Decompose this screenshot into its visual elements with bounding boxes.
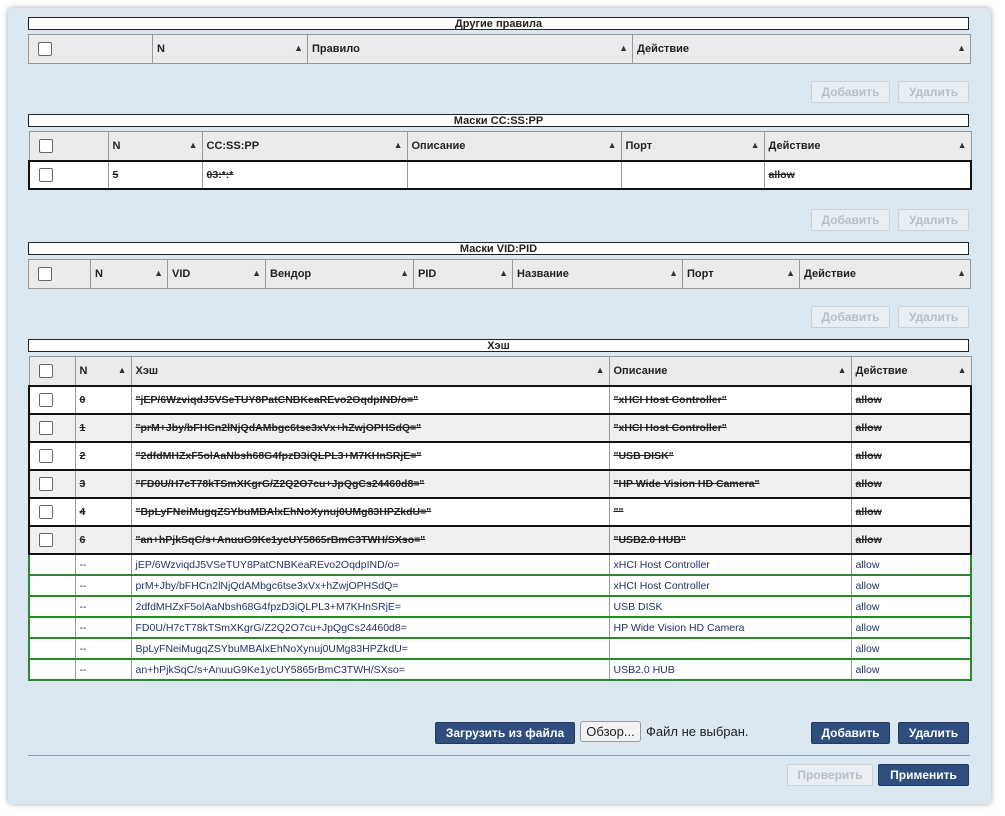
other-rules-table bbox=[28, 34, 971, 64]
checkbox[interactable] bbox=[38, 42, 52, 56]
cell-hash: an+hPjkSqC/s+AnuuG9Ke1ycUY5865rBmC3TWH/SXso= bbox=[131, 659, 609, 680]
cell-n: 4 bbox=[75, 498, 131, 526]
hash-add-button[interactable]: Добавить bbox=[811, 722, 890, 744]
ccsspp-delete-button[interactable]: Удалить bbox=[898, 209, 969, 231]
cell-n: -- bbox=[75, 617, 131, 638]
vidpid-table bbox=[28, 259, 971, 289]
empty-cell bbox=[29, 596, 75, 617]
select-all-checkbox[interactable] bbox=[29, 132, 108, 162]
cell-action: allow bbox=[851, 414, 971, 442]
sort-icon: ▲︎ bbox=[117, 365, 127, 375]
cell-n: -- bbox=[75, 596, 131, 617]
cell-action: allow bbox=[851, 596, 971, 617]
vidpid-title: Маски VID:PID bbox=[28, 242, 969, 255]
cell-action: allow bbox=[851, 386, 971, 414]
cell-action: allow bbox=[851, 526, 971, 554]
column-header-description[interactable]: Описание ▲︎ bbox=[609, 357, 851, 387]
other-rules-delete-button[interactable]: Удалить bbox=[898, 81, 969, 103]
table-row[interactable] bbox=[29, 470, 971, 498]
column-header-n[interactable]: N ▲︎ bbox=[153, 35, 308, 64]
cell-action: allow bbox=[851, 638, 971, 659]
ccsspp-title: Маски CC:SS:PP bbox=[28, 114, 969, 127]
cell-port bbox=[621, 161, 764, 189]
column-header-port[interactable]: Порт ▲︎ bbox=[621, 132, 764, 162]
sort-icon: ▲︎ bbox=[786, 268, 795, 278]
cell-description: "HP Wide Vision HD Camera" bbox=[609, 470, 851, 498]
cell-description bbox=[609, 638, 851, 659]
cell-n: -- bbox=[75, 659, 131, 680]
cell-hash: FD0U/H7cT78kTSmXKgrG/Z2Q2O7cu+JpQgCs24460d8= bbox=[131, 617, 609, 638]
column-header-ccsspp[interactable]: CC:SS:PP ▲︎ bbox=[202, 132, 407, 162]
empty-cell bbox=[29, 638, 75, 659]
select-all-checkbox[interactable] bbox=[29, 35, 153, 64]
checkbox[interactable] bbox=[39, 139, 53, 153]
column-header-n[interactable]: N ▲︎ bbox=[91, 260, 168, 289]
row-checkbox-cell[interactable] bbox=[29, 470, 75, 498]
table-row[interactable] bbox=[29, 554, 971, 575]
cell-n: 3 bbox=[75, 470, 131, 498]
column-header-action[interactable]: Действие ▲︎ bbox=[800, 260, 971, 289]
cell-hash: "2dfdMHZxF5olAaNbsh68G4fpzD3iQLPL3+M7KHnSRjE=" bbox=[131, 442, 609, 470]
sort-icon: ▲︎ bbox=[294, 43, 303, 53]
sort-icon: ▲︎ bbox=[957, 43, 966, 53]
row-checkbox-cell[interactable] bbox=[29, 161, 108, 189]
hash-delete-button[interactable]: Удалить bbox=[898, 722, 969, 744]
cell-description: USB2.0 HUB bbox=[609, 659, 851, 680]
cell-action: allow bbox=[851, 659, 971, 680]
cell-description: USB DISK bbox=[609, 596, 851, 617]
cell-description: "USB2.0 HUB" bbox=[609, 526, 851, 554]
sort-icon: ▲︎ bbox=[499, 268, 508, 278]
cell-description: xHCI Host Controller bbox=[609, 575, 851, 596]
sort-icon: ▲︎ bbox=[595, 365, 605, 375]
column-header-pid[interactable]: PID ▲︎ bbox=[414, 260, 513, 289]
empty-cell bbox=[29, 617, 75, 638]
checkbox[interactable] bbox=[39, 364, 53, 378]
column-header-vid[interactable]: VID ▲︎ bbox=[168, 260, 266, 289]
checkbox[interactable] bbox=[39, 449, 53, 463]
ccsspp-add-button[interactable]: Добавить bbox=[811, 209, 890, 231]
checkbox[interactable] bbox=[39, 533, 53, 547]
cell-hash: "jEP/6WzviqdJ5VSeTUY8PatCNBKeaREvo2OqdpIND/o=" bbox=[131, 386, 609, 414]
check-button[interactable]: Проверить bbox=[787, 764, 873, 786]
table-row[interactable] bbox=[29, 596, 971, 617]
vidpid-add-button[interactable]: Добавить bbox=[811, 306, 890, 328]
sort-icon: ▲︎ bbox=[669, 268, 678, 278]
cell-description: "xHCI Host Controller" bbox=[609, 386, 851, 414]
column-header-n[interactable]: N ▲︎ bbox=[75, 357, 131, 387]
other-rules-add-button[interactable]: Добавить bbox=[811, 81, 890, 103]
cell-n: 1 bbox=[75, 414, 131, 442]
column-header-port[interactable]: Порт ▲︎ bbox=[683, 260, 800, 289]
cell-action: allow bbox=[851, 442, 971, 470]
sort-icon: ▲︎ bbox=[957, 268, 966, 278]
cell-description: "" bbox=[609, 498, 851, 526]
cell-action: allow bbox=[851, 554, 971, 575]
sort-icon: ▲︎ bbox=[837, 365, 847, 375]
cell-action: allow bbox=[851, 470, 971, 498]
table-row[interactable] bbox=[29, 161, 971, 189]
column-header-name[interactable]: Название ▲︎ bbox=[513, 260, 683, 289]
row-checkbox-cell[interactable] bbox=[29, 414, 75, 442]
cell-hash: "FD0U/H7cT78kTSmXKgrG/Z2Q2O7cu+JpQgCs24460d8=" bbox=[131, 470, 609, 498]
sort-icon: ▲︎ bbox=[957, 140, 967, 150]
cell-n: -- bbox=[75, 638, 131, 659]
table-row[interactable] bbox=[29, 575, 971, 596]
cell-n: 6 bbox=[75, 526, 131, 554]
cell-hash: "prM+Jby/bFHCn2lNjQdAMbgc6tse3xVx+hZwjOPHSdQ=" bbox=[131, 414, 609, 442]
cell-action: allow bbox=[764, 161, 971, 189]
cell-n: 0 bbox=[75, 386, 131, 414]
table-row[interactable] bbox=[29, 442, 971, 470]
cell-hash: "an+hPjkSqC/s+AnuuG9Ke1ycUY5865rBmC3TWH/SXso=" bbox=[131, 526, 609, 554]
sort-icon: ▲︎ bbox=[619, 43, 628, 53]
cell-action: allow bbox=[851, 617, 971, 638]
select-all-checkbox[interactable] bbox=[29, 260, 91, 289]
apply-button[interactable]: Применить bbox=[878, 764, 969, 786]
column-header-vendor[interactable]: Вендор ▲︎ bbox=[266, 260, 414, 289]
cell-hash: "BpLyFNeiMugqZSYbuMBAlxEhNoXynuj0UMg83HPZkdU=" bbox=[131, 498, 609, 526]
row-checkbox-cell[interactable] bbox=[29, 386, 75, 414]
cell-n: 2 bbox=[75, 442, 131, 470]
sort-icon: ▲︎ bbox=[252, 268, 261, 278]
browse-button[interactable]: Обзор... bbox=[580, 721, 641, 742]
row-checkbox-cell[interactable] bbox=[29, 442, 75, 470]
cell-description: "USB DISK" bbox=[609, 442, 851, 470]
table-row[interactable] bbox=[29, 498, 971, 526]
column-header-description[interactable]: Описание ▲︎ bbox=[407, 132, 621, 162]
row-checkbox-cell[interactable] bbox=[29, 498, 75, 526]
cell-n: 5 bbox=[108, 161, 202, 189]
column-header-rule[interactable]: Правило ▲︎ bbox=[308, 35, 633, 64]
footer-divider bbox=[28, 755, 970, 756]
checkbox[interactable] bbox=[39, 505, 53, 519]
load-from-file-button[interactable]: Загрузить из файла bbox=[435, 722, 575, 744]
checkbox[interactable] bbox=[39, 168, 53, 182]
cell-n: -- bbox=[75, 575, 131, 596]
cell-description bbox=[407, 161, 621, 189]
column-header-n[interactable]: N ▲︎ bbox=[108, 132, 202, 162]
checkbox[interactable] bbox=[39, 421, 53, 435]
cell-hash: 2dfdMHZxF5olAaNbsh68G4fpzD3iQLPL3+M7KHnSRjE= bbox=[131, 596, 609, 617]
sort-icon: ▲︎ bbox=[188, 140, 198, 150]
sort-icon: ▲︎ bbox=[154, 268, 163, 278]
select-all-checkbox[interactable] bbox=[29, 357, 75, 387]
table-row[interactable] bbox=[29, 638, 971, 659]
checkbox[interactable] bbox=[39, 393, 53, 407]
cell-description: xHCI Host Controller bbox=[609, 554, 851, 575]
column-header-action[interactable]: Действие ▲︎ bbox=[633, 35, 971, 64]
ccsspp-table bbox=[28, 131, 972, 190]
sort-icon: ▲︎ bbox=[750, 140, 760, 150]
empty-cell bbox=[29, 659, 75, 680]
empty-cell bbox=[29, 554, 75, 575]
sort-icon: ▲︎ bbox=[957, 365, 967, 375]
sort-icon: ▲︎ bbox=[607, 140, 617, 150]
column-header-action[interactable]: Действие ▲︎ bbox=[764, 132, 971, 162]
cell-hash: prM+Jby/bFHCn2lNjQdAMbgc6tse3xVx+hZwjOPHSdQ= bbox=[131, 575, 609, 596]
cell-mask: 03:*:* bbox=[202, 161, 407, 189]
cell-description: "xHCI Host Controller" bbox=[609, 414, 851, 442]
file-status-text: Файл не выбран. bbox=[646, 724, 749, 739]
table-row[interactable] bbox=[29, 617, 971, 638]
cell-action: allow bbox=[851, 498, 971, 526]
column-header-action[interactable]: Действие ▲︎ bbox=[851, 357, 971, 387]
table-row[interactable] bbox=[29, 414, 971, 442]
vidpid-delete-button[interactable]: Удалить bbox=[898, 306, 969, 328]
sort-icon: ▲︎ bbox=[393, 140, 403, 150]
cell-action: allow bbox=[851, 575, 971, 596]
cell-hash: BpLyFNeiMugqZSYbuMBAlxEhNoXynuj0UMg83HPZkdU= bbox=[131, 638, 609, 659]
cell-hash: jEP/6WzviqdJ5VSeTUY8PatCNBKeaREvo2OqdpIND/o= bbox=[131, 554, 609, 575]
table-row[interactable] bbox=[29, 659, 971, 680]
hash-title: Хэш bbox=[28, 339, 969, 352]
checkbox[interactable] bbox=[39, 477, 53, 491]
row-checkbox-cell[interactable] bbox=[29, 526, 75, 554]
other-rules-title: Другие правила bbox=[28, 17, 969, 30]
cell-description: HP Wide Vision HD Camera bbox=[609, 617, 851, 638]
column-header-hash[interactable]: Хэш ▲︎ bbox=[131, 357, 609, 387]
checkbox[interactable] bbox=[38, 267, 52, 281]
hash-table bbox=[28, 356, 972, 681]
table-row[interactable] bbox=[29, 386, 971, 414]
sort-icon: ▲︎ bbox=[400, 268, 409, 278]
table-row[interactable] bbox=[29, 526, 971, 554]
empty-cell bbox=[29, 575, 75, 596]
cell-n: -- bbox=[75, 554, 131, 575]
